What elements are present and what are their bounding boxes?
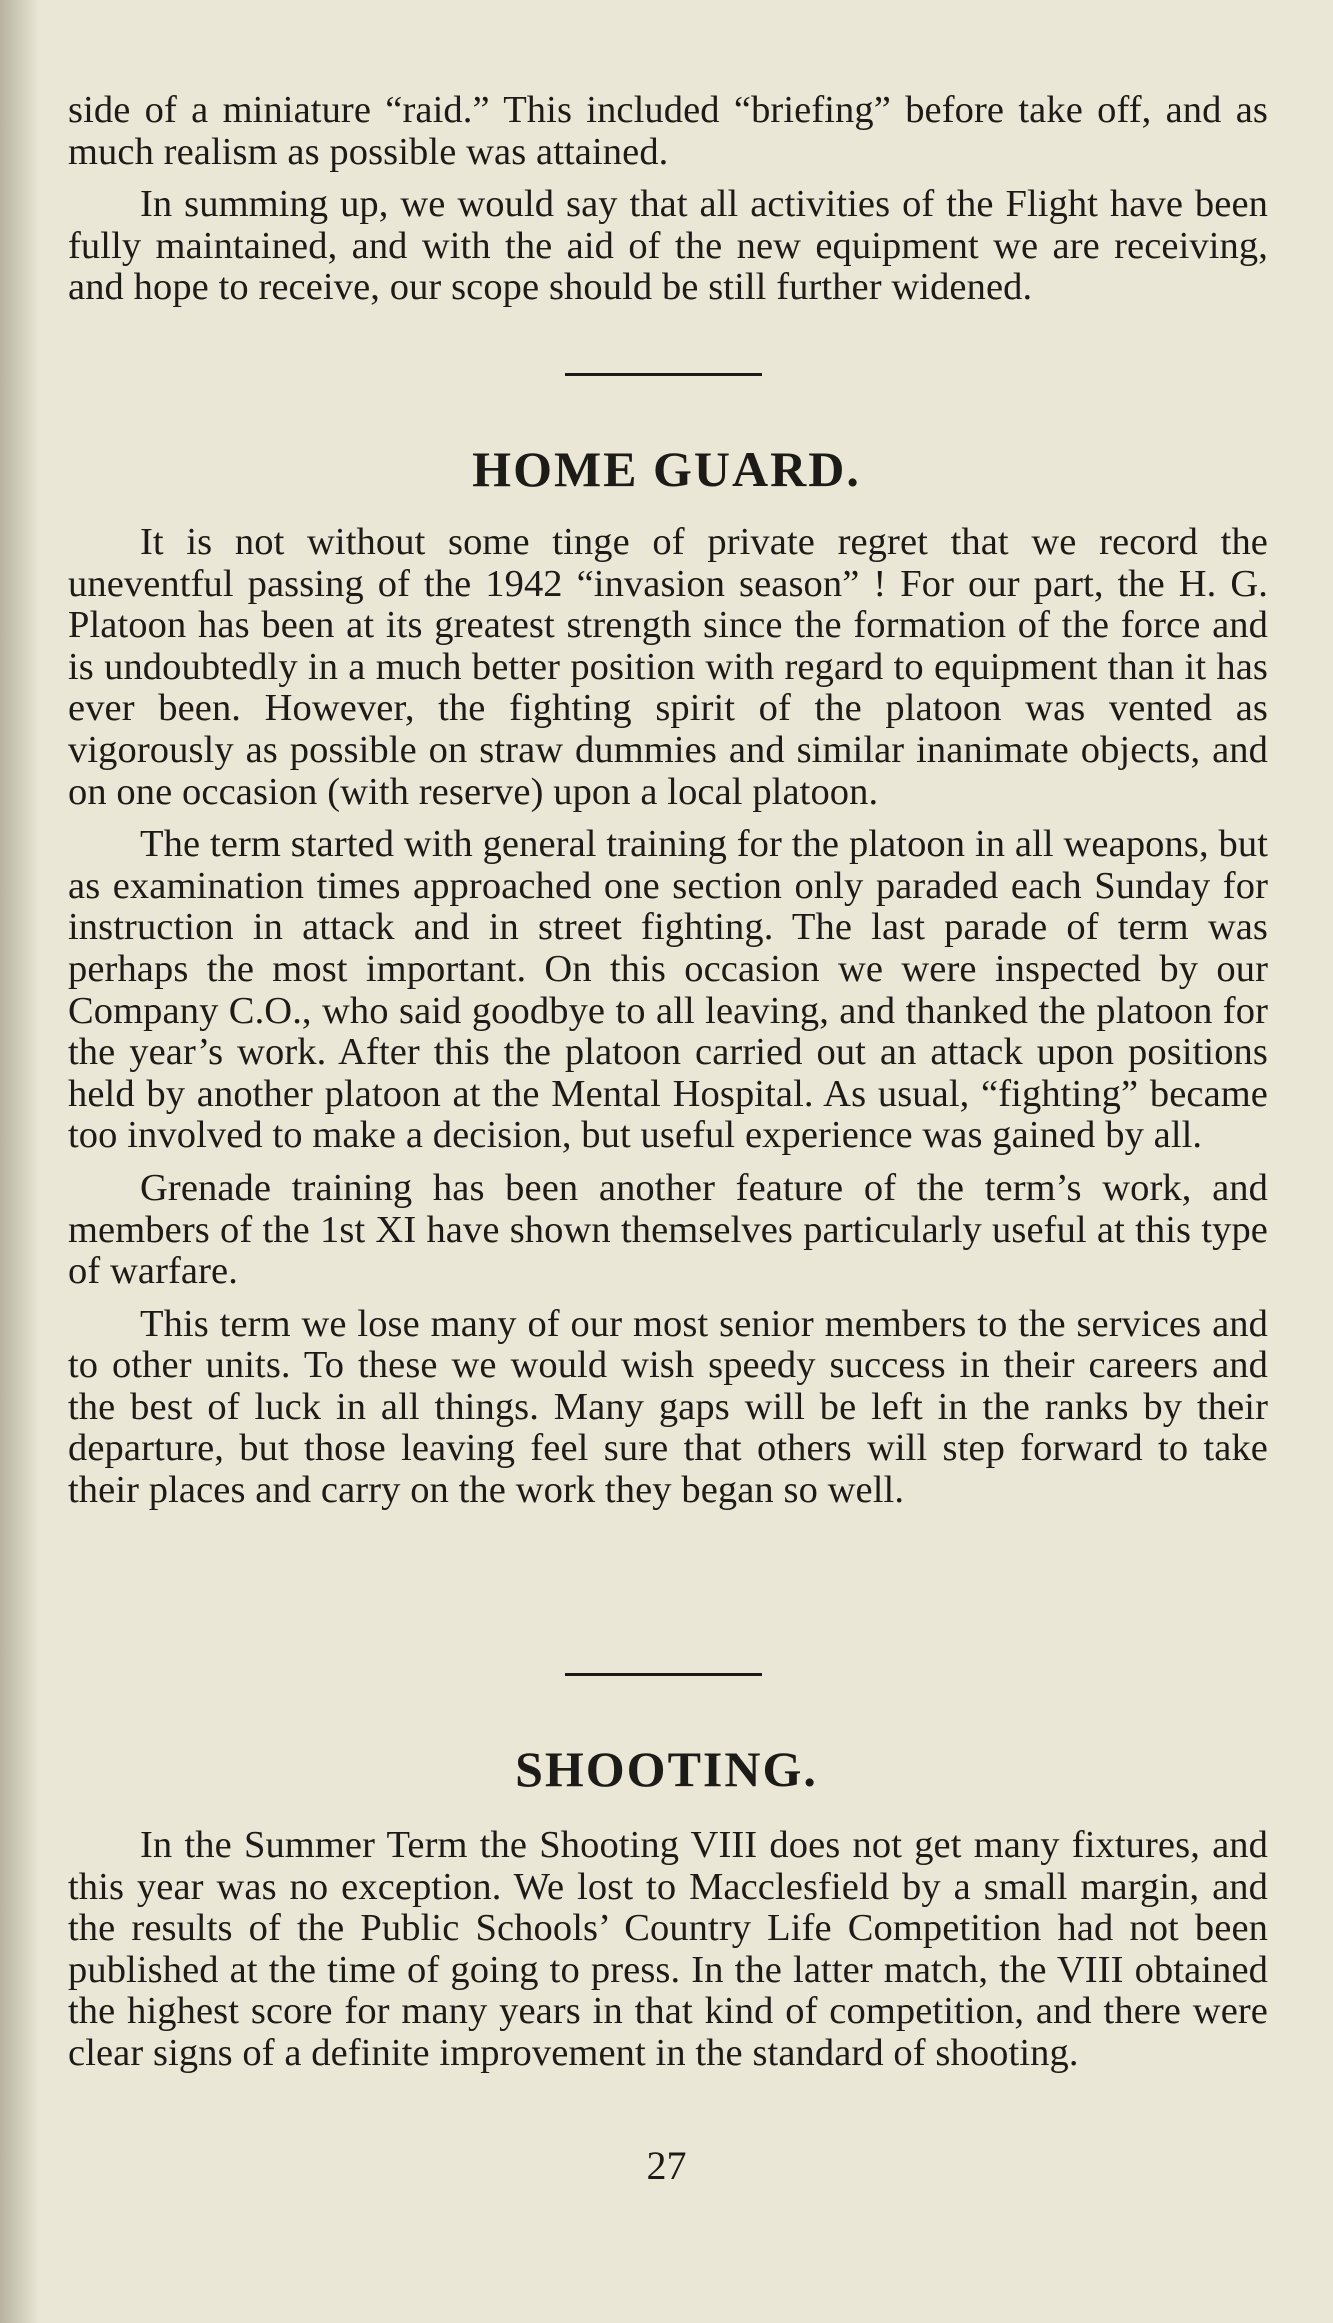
home-guard-paragraph: It is not without some tinge of private regret that we record the uneventful passing of the 1942 “invasion season” ! For our part, the H. G. Platoon has been at its greatest strength since the formation of the force and is undoubtedly in a much better position with regard to equipment than it has ever been. However, the fighting spirit of the platoon was vented as vigorously as possible on straw dummies and similar inanimate objects, and on one occasion (with reserve) upon a local platoon. — [68, 521, 1268, 813]
shooting-heading: SHOOTING. — [515, 1741, 818, 1797]
home-guard-paragraph: The term started with general training for the platoon in all weapons, but as examination times approached one section only paraded each Sunday for instruction in attack and in street fighting. The last parade of term was perhaps the most important. On this occasion we were inspected by our Company C.O., who said goodbye to all leaving, and thanked the platoon for the year’s work. After this the platoon carried out an attack upon positions held by another platoon at the Mental Hospital. As usual, “fighting” became too involved to make a decision, but useful experience was gained by all. — [68, 823, 1268, 1157]
shooting-text — [68, 1825, 1268, 2086]
intro-text — [68, 90, 1268, 320]
home-guard-paragraph: This term we lose many of our most senior members to the services and to other units. To these we would wish speedy success in their careers and the best of luck in all things. Many gaps will be left in the ranks by their departure, but those leaving feel sure that others will step forward to take their places and carry on the work they began so well. — [68, 1302, 1268, 1512]
intro-paragraph: In summing up, we would say that all activities of the Flight have been fully maintained, and with the aid of the new equipment we are receiving, and hope to receive, our scope should be still further widened. — [68, 183, 1268, 309]
section-divider — [565, 373, 762, 376]
section-divider — [565, 1673, 762, 1676]
shooting-paragraph: In the Summer Term the Shooting VIII does not get many fixtures, and this year was no exception. We lost to Macclesfield by a small margin, and the results of the Public Schools’ Country Life Competition had not been published at the time of going to press. In the latter match, the VIII obtained the highest score for many years in that kind of competition, and there were clear signs of a definite improvement in the standard of shooting. — [68, 1824, 1268, 2074]
page-number: 27 — [646, 2143, 687, 2188]
home-guard-text — [68, 522, 1268, 1523]
home-guard-heading: HOME GUARD. — [472, 441, 861, 497]
intro-paragraph: side of a miniature “raid.” This included “briefing” before take off, and as much realism as possible was attained. — [68, 89, 1268, 173]
page-edge-shadow — [0, 0, 40, 2323]
home-guard-paragraph: Grenade training has been another feature of the term’s work, and members of the 1st XI have shown themselves particularly useful at this type of warfare. — [68, 1166, 1268, 1293]
